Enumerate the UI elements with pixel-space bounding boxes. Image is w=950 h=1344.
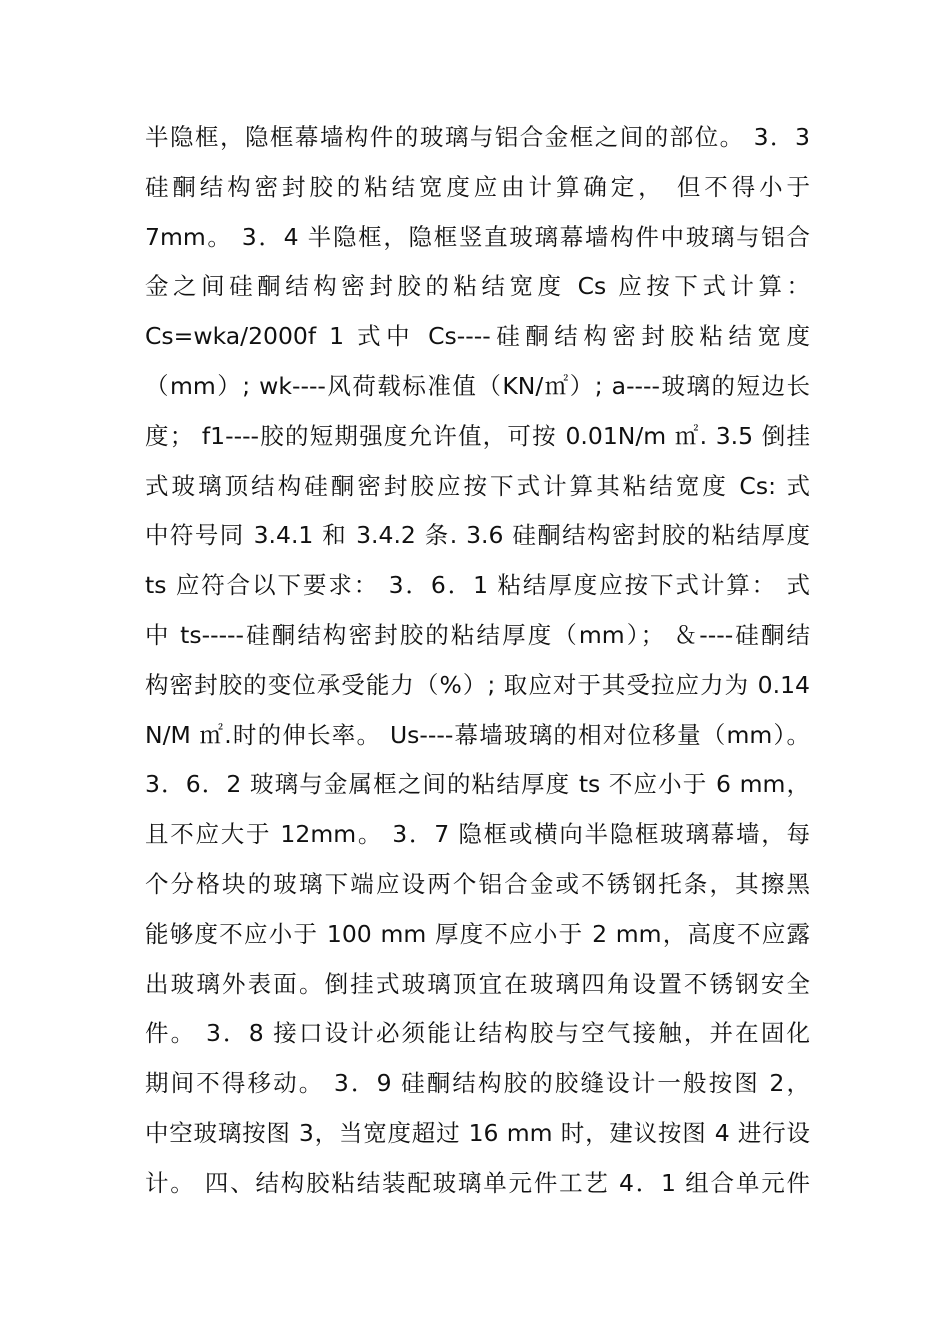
text-line-5: Cs=wka/2000f 1 式中 Cs----硅酮结构密封胶粘结宽度 — [145, 322, 810, 351]
text-line-16: 个分格块的玻璃下端应设两个铝合金或不锈钢托条，其擦黑 — [145, 869, 810, 898]
text-line-19: 件。 3．8 接口设计必须能让结构胶与空气接触，并在固化 — [145, 1019, 810, 1048]
text-line-18: 出玻璃外表面。倒挂式玻璃顶宜在玻璃四角设置不锈钢安全 — [145, 969, 810, 998]
text-line-20: 期间不得移动。 3．9 硅酮结构胶的胶缝设计一般按图 2， — [145, 1069, 810, 1098]
text-line-2: 硅酮结构密封胶的粘结宽度应由计算确定， 但不得小于 — [145, 172, 810, 201]
body-text — [145, 113, 810, 1209]
text-line-13: N/M ㎡.时的伸长率。 Us----幕墙玻璃的相对位移量（mm）。 — [145, 720, 810, 749]
text-line-7: 度； f1----胶的短期强度允许值，可按 0.01N/m ㎡. 3.5 倒挂 — [145, 421, 810, 450]
text-line-11: 中 ts-----硅酮结构密封胶的粘结厚度（mm）； ＆----硅酮结 — [145, 620, 810, 649]
text-line-22: 计。 四、结构胶粘结装配玻璃单元件工艺 4．1 组合单元件 — [145, 1168, 810, 1197]
text-line-15: 且不应大于 12mm。 3．7 隐框或横向半隐框玻璃幕墙，每 — [145, 820, 810, 849]
text-line-12: 构密封胶的变位承受能力（%）; 取应对于其受拉应力为 0.14 — [145, 670, 810, 699]
text-line-4: 金之间硅酮结构密封胶的粘结宽度 Cs 应按下式计算： — [145, 272, 810, 301]
text-line-14: 3．6．2 玻璃与金属框之间的粘结厚度 ts 不应小于 6 mm， — [145, 770, 810, 799]
text-line-6: （mm）; wk----风荷载标准值（KN/㎡）; a----玻璃的短边长 — [145, 371, 810, 400]
text-line-10: ts 应符合以下要求： 3．6．1 粘结厚度应按下式计算： 式 — [145, 571, 810, 600]
text-line-3: 7mm。 3．4 半隐框，隐框竖直玻璃幕墙构件中玻璃与铝合 — [145, 222, 810, 251]
text-line-17: 能够度不应小于 100 mm 厚度不应小于 2 mm，高度不应露 — [145, 919, 810, 948]
text-line-21: 中空玻璃按图 3，当宽度超过 16 mm 时，建议按图 4 进行设 — [145, 1118, 810, 1147]
text-line-1: 半隐框，隐框幕墙构件的玻璃与铝合金框之间的部位。 3．3 — [145, 123, 810, 151]
text-line-9: 中符号同 3.4.1 和 3.4.2 条. 3.6 硅酮结构密封胶的粘结厚度 — [145, 521, 810, 550]
text-line-8: 式玻璃顶结构硅酮密封胶应按下式计算其粘结宽度 Cs: 式 — [145, 471, 810, 500]
